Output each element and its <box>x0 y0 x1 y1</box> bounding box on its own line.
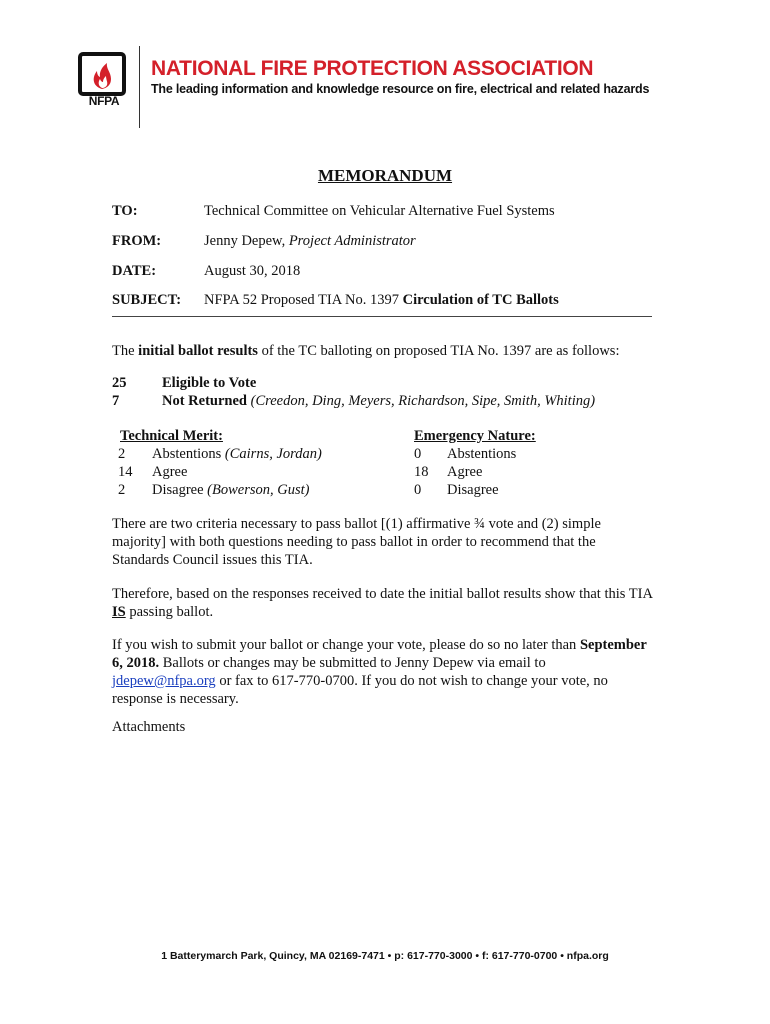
header-divider <box>139 46 140 128</box>
to-field <box>112 203 555 220</box>
submit-mid: Ballots or changes may be submitted to Jenny Depew via email to <box>159 655 546 671</box>
eligible-label: Eligible to Vote <box>162 375 257 391</box>
tm-row <box>118 481 322 499</box>
not-returned-row <box>112 392 595 410</box>
to-label: TO: <box>112 203 138 219</box>
date-value: August 30, 2018 <box>204 263 301 279</box>
intro-post: of the TC balloting on proposed TIA No. 1397 are as follows: <box>257 343 620 359</box>
intro-pre: The <box>112 343 139 359</box>
tm-row <box>118 463 322 481</box>
en-row <box>414 463 536 481</box>
date-field <box>112 263 300 280</box>
to-value: Technical Committee on Vehicular Alternative Fuel Systems <box>204 203 555 219</box>
intro-bold: initial ballot results <box>138 343 258 359</box>
emergency-nature-section <box>414 427 536 499</box>
submit-paragraph <box>112 636 652 708</box>
tm-disagree-names: (Bowerson, Gust) <box>203 482 310 498</box>
en-abstain-count: 0 <box>414 446 422 462</box>
subject-emphasis: Circulation of TC Ballots <box>402 292 559 308</box>
organization-tagline: The leading information and knowledge resource on fire, electrical and related hazards <box>151 82 650 96</box>
submit-post: or fax to 617-770-0700. If you do not wish to change your vote, no response is necessary. <box>112 673 608 707</box>
date-label: DATE: <box>112 263 157 279</box>
eligible-count: 25 <box>112 375 127 391</box>
tm-abstain-names: (Cairns, Jordan) <box>221 446 322 462</box>
not-returned-count: 7 <box>112 393 120 409</box>
en-agree-label: Agree <box>447 464 483 480</box>
technical-merit-heading: Technical Merit: <box>120 428 223 444</box>
subject-field <box>112 292 559 309</box>
en-disagree-label: Disagree <box>447 482 499 498</box>
from-name: Jenny Depew, <box>204 233 289 249</box>
tm-abstain-label: Abstentions <box>152 446 222 462</box>
submit-pre: If you wish to submit your ballot or change your vote, please do so no later than <box>112 637 580 653</box>
result-post: passing ballot. <box>125 604 214 620</box>
not-returned-label: Not Returned <box>162 393 247 409</box>
result-emphasis: IS <box>112 604 126 620</box>
tm-agree-label: Agree <box>152 464 188 480</box>
tm-row <box>118 445 322 463</box>
tm-agree-count: 14 <box>118 464 133 480</box>
submit-deadline: September 6, 2018. <box>112 637 647 671</box>
technical-merit-section <box>120 427 322 499</box>
header-rule <box>112 316 652 317</box>
tm-disagree-count: 2 <box>118 482 126 498</box>
from-role: Project Administrator <box>288 233 416 249</box>
en-row <box>414 445 536 463</box>
eligible-count-row <box>112 374 256 392</box>
attachments-label: Attachments <box>112 719 186 735</box>
result-pre: Therefore, based on the responses received to date the initial ballot results show that this TIA <box>112 586 653 602</box>
criteria-paragraph: There are two criteria necessary to pass ballot [(1) affirmative ¾ vote and (2) simple majority] with both questions needing to pass ballot in order to recommend that the Standards Council issues this TIA. <box>112 516 601 568</box>
organization-name: NATIONAL FIRE PROTECTION ASSOCIATION <box>151 57 594 80</box>
footer-contact: 1 Batterymarch Park, Quincy, MA 02169-7471 • p: 617-770-3000 • f: 617-770-0700 • nfpa.org <box>161 950 609 962</box>
result-paragraph <box>112 585 657 621</box>
memo-title: MEMORANDUM <box>317 166 453 185</box>
nfpa-logo <box>78 52 130 112</box>
from-field <box>112 233 416 250</box>
en-abstain-label: Abstentions <box>447 446 517 462</box>
subject-label: SUBJECT: <box>112 292 182 308</box>
subject-text: NFPA 52 Proposed TIA No. 1397 <box>204 292 403 308</box>
en-disagree-count: 0 <box>414 482 422 498</box>
en-row <box>414 481 536 499</box>
not-returned-names: (Creedon, Ding, Meyers, Richardson, Sipe, Smith, Whiting) <box>246 393 596 409</box>
email-link[interactable]: jdepew@nfpa.org <box>112 673 216 689</box>
en-agree-count: 18 <box>414 464 429 480</box>
logo-text: NFPA <box>88 94 120 108</box>
emergency-nature-heading: Emergency Nature: <box>414 428 536 444</box>
tm-abstain-count: 2 <box>118 446 126 462</box>
tm-disagree-label: Disagree <box>152 482 204 498</box>
from-label: FROM: <box>112 233 162 249</box>
intro-paragraph <box>112 342 672 360</box>
